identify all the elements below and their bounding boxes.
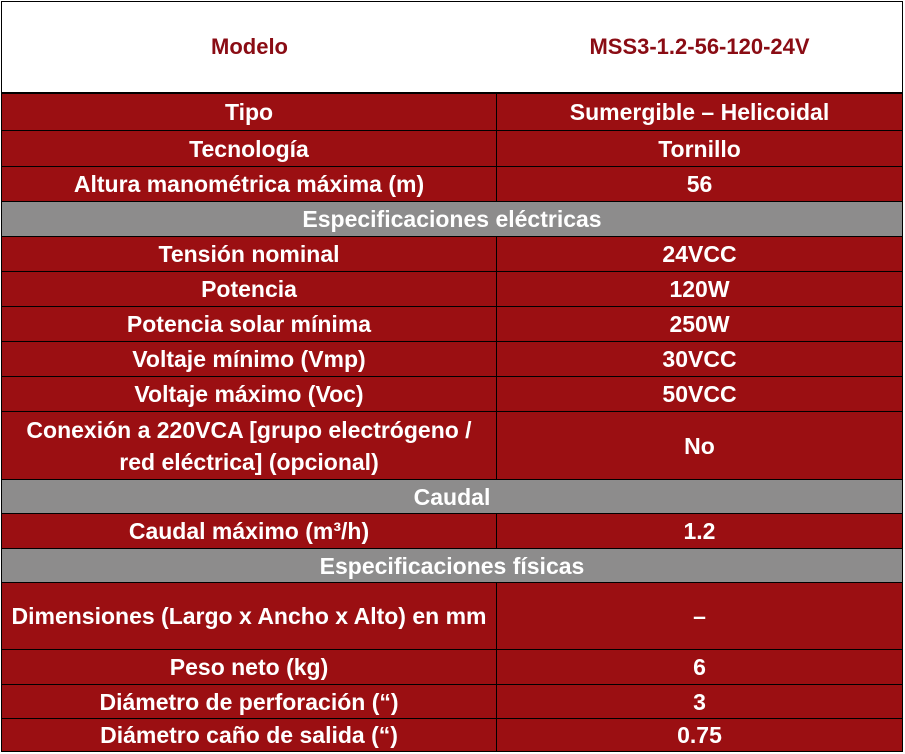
row-label: Conexión a 220VCA [grupo electrógeno / red eléctrica] (opcional) xyxy=(2,412,497,479)
table-row xyxy=(2,514,902,549)
row-value: 6 xyxy=(497,650,902,684)
spec-table xyxy=(1,1,903,752)
row-value: 120W xyxy=(497,272,902,306)
row-label: Peso neto (kg) xyxy=(2,650,497,684)
row-value: Sumergible – Helicoidal xyxy=(497,94,902,130)
table-row xyxy=(2,272,902,307)
table-row xyxy=(2,307,902,342)
section-header-caudal xyxy=(2,480,902,514)
row-value: 250W xyxy=(497,307,902,341)
row-label: Caudal máximo (m³/h) xyxy=(2,514,497,548)
header-row xyxy=(2,2,902,94)
row-value: 24VCC xyxy=(497,237,902,271)
row-label: Altura manométrica máxima (m) xyxy=(2,167,497,201)
section-title: Especificaciones físicas xyxy=(2,549,902,582)
row-label: Potencia xyxy=(2,272,497,306)
row-value: 50VCC xyxy=(497,377,902,411)
row-label: Voltaje máximo (Voc) xyxy=(2,377,497,411)
table-row xyxy=(2,94,902,131)
table-row xyxy=(2,719,902,751)
row-label: Tipo xyxy=(2,94,497,130)
row-value: 1.2 xyxy=(497,514,902,548)
row-value: 3 xyxy=(497,685,902,718)
table-row xyxy=(2,583,902,650)
row-label: Diámetro de perforación (“) xyxy=(2,685,497,718)
section-title: Especificaciones eléctricas xyxy=(2,202,902,236)
row-value: 30VCC xyxy=(497,342,902,376)
table-row xyxy=(2,377,902,412)
row-label: Voltaje mínimo (Vmp) xyxy=(2,342,497,376)
table-row xyxy=(2,685,902,719)
row-value: 0.75 xyxy=(497,719,902,751)
row-label: Potencia solar mínima xyxy=(2,307,497,341)
table-row xyxy=(2,237,902,272)
header-value: MSS3-1.2-56-120-24V xyxy=(497,2,902,92)
row-label: Tecnología xyxy=(2,131,497,166)
row-label: Diámetro caño de salida (“) xyxy=(2,719,497,751)
table-row xyxy=(2,650,902,685)
table-row xyxy=(2,131,902,167)
table-row xyxy=(2,167,902,202)
row-value: 56 xyxy=(497,167,902,201)
row-label: Tensión nominal xyxy=(2,237,497,271)
table-row xyxy=(2,412,902,480)
section-header-electricas xyxy=(2,202,902,237)
table-row xyxy=(2,342,902,377)
row-value: – xyxy=(497,583,902,649)
row-value: Tornillo xyxy=(497,131,902,166)
header-label: Modelo xyxy=(2,2,497,92)
section-title: Caudal xyxy=(2,480,902,513)
row-label: Dimensiones (Largo x Ancho x Alto) en mm xyxy=(2,583,497,649)
row-value: No xyxy=(497,412,902,479)
section-header-fisicas xyxy=(2,549,902,583)
